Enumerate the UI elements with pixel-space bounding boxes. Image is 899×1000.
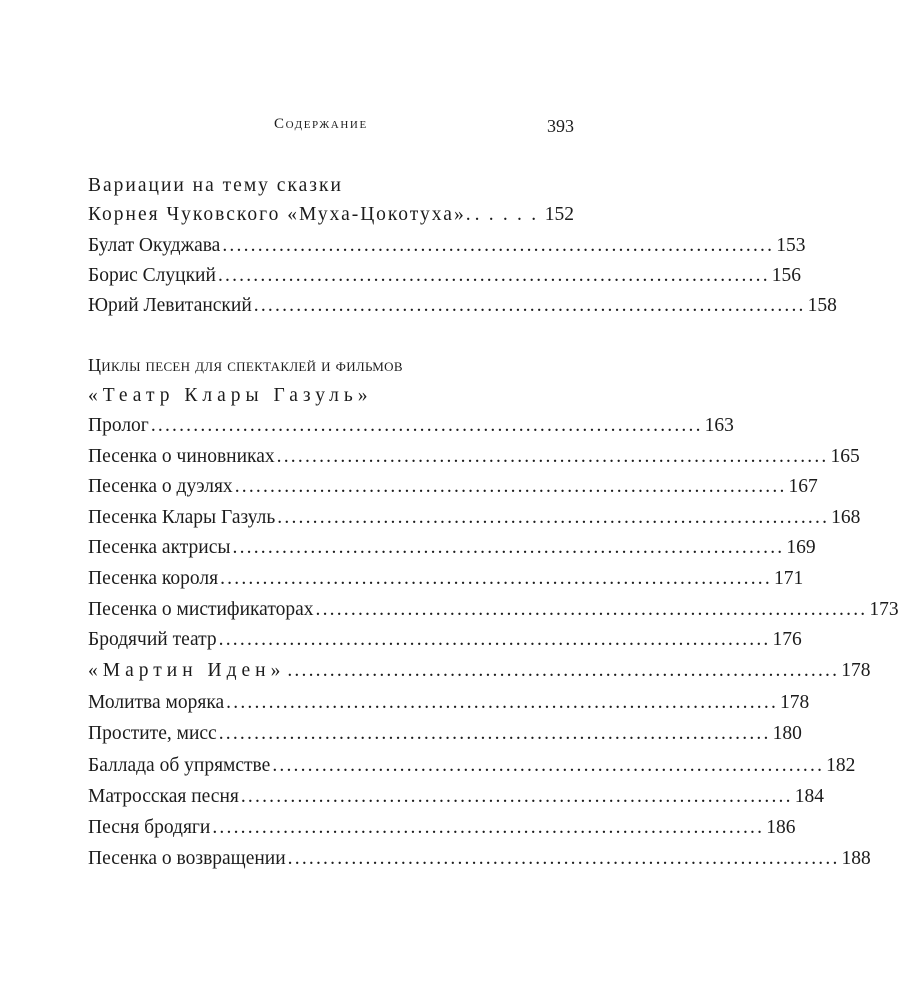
toc-entry [88, 472, 818, 502]
toc-entry-page: 156 [771, 265, 802, 286]
toc-entry-title: Молитва моряка [88, 692, 225, 713]
toc-leader-dots: .............................................................................. [212, 817, 765, 838]
toc-leader-dots: .............................................................................. [253, 295, 806, 316]
toc-entry-page: 163 [704, 415, 734, 436]
toc-entry-title: Песня бродяги [88, 817, 211, 838]
toc-entry [88, 291, 837, 321]
toc-entry [88, 782, 824, 812]
toc-entry-title: Борис Слуцкий [88, 265, 216, 286]
book-page [88, 0, 899, 1000]
toc-entry [88, 688, 810, 718]
toc-entry-title: Песенка короля [88, 568, 219, 589]
toc-entry [88, 625, 802, 655]
toc-entry-page: 168 [831, 507, 861, 528]
toc-leader-dots: .............................................................................. [287, 848, 840, 869]
toc-entry-title: Песенка Клары Газуль [88, 507, 276, 528]
toc-entry-page: 188 [841, 848, 871, 869]
toc-leader-dots: .............................................................................. [277, 507, 830, 528]
toc-entry-page: 171 [773, 568, 804, 589]
page-number: 393 [547, 116, 574, 136]
toc-entry-title: Матросская песня [88, 786, 239, 807]
toc-entry [88, 751, 856, 781]
toc-entry-title: Бродячий театр [88, 629, 217, 650]
toc-entry [88, 503, 861, 533]
toc-entry [88, 844, 871, 874]
toc-leader-dots: .............................................................................. [232, 537, 785, 558]
toc-entry-title: «Мартин Иден» [88, 660, 286, 681]
toc-entry-page: 153 [776, 235, 806, 256]
toc-leader-dots: .............................................................................. [240, 786, 793, 807]
running-head-title: Содержание [274, 116, 368, 132]
running-head [88, 116, 574, 142]
toc-entry [88, 442, 860, 472]
toc-entry-title: Песенка о мистификаторах [88, 599, 314, 620]
toc-entry [88, 656, 871, 686]
toc-leader-dots: .............................................................................. [218, 723, 771, 744]
toc-entry [88, 261, 802, 291]
toc-leader-dots: .............................................................................. [287, 660, 840, 681]
toc-entry-page: 165 [830, 446, 860, 467]
toc-entry-page: 158 [807, 295, 837, 316]
toc-entry-title: Песенка о возвращении [88, 848, 286, 869]
toc-entry-page: 167 [788, 476, 818, 497]
toc-leader-dots: .............................................................................. [272, 755, 825, 776]
toc-entry-title: Пролог [88, 415, 149, 436]
toc-section-heading: Циклы песен для спектаклей и фильмов [88, 355, 403, 375]
toc-entry-page: 169 [786, 537, 816, 558]
toc-entry [88, 719, 802, 749]
toc-leader-dots: .............................................................................. [150, 415, 703, 436]
toc-entry-title: Корнея Чуковского «Муха-Цокотуха». [88, 204, 473, 225]
toc-entry-title: Юрий Левитанский [88, 295, 252, 316]
toc-entry-title: Песенка о дуэлях [88, 476, 233, 497]
toc-entry-title: Булат Окуджава [88, 235, 221, 256]
toc-subsection-heading: «Театр Клары Газуль» [88, 385, 373, 406]
toc-entry [88, 564, 804, 594]
toc-entry-page: 186 [766, 817, 796, 838]
toc-entry [88, 200, 574, 230]
toc-leader-dots: .............................................................................. [220, 568, 772, 589]
toc-entry-page: 184 [794, 786, 824, 807]
toc-entry-title: Песенка о чиновниках [88, 446, 275, 467]
toc-leader-dots: .............................................................................. [222, 235, 775, 256]
toc-entry-title: Простите, мисс [88, 723, 217, 744]
toc-entry-page: 182 [826, 755, 856, 776]
toc-entry [88, 595, 899, 625]
toc-leader-dots: .............................................................................. [234, 476, 787, 497]
toc-entry [88, 533, 816, 563]
toc-entry [88, 231, 806, 261]
toc-entry-page: 178 [780, 692, 810, 713]
toc-leader-dots: .............................................................................. [276, 446, 829, 467]
toc-entry-page: 173 [869, 599, 899, 620]
toc-entry [88, 411, 734, 441]
toc-leader-dots: . . . . . [474, 204, 539, 225]
toc-leader-dots: .............................................................................. [226, 692, 779, 713]
toc-leader-dots: .............................................................................. [315, 599, 868, 620]
toc-section-title: Вариации на тему сказки [88, 175, 343, 196]
toc-entry-page: 180 [772, 723, 802, 744]
toc-entry-page: 176 [772, 629, 802, 650]
toc-entry-page: 152 [544, 204, 574, 225]
toc-entry-page: 178 [841, 660, 871, 681]
toc-entry-title: Песенка актрисы [88, 537, 231, 558]
toc-entry-title: Баллада об упрямстве [88, 755, 271, 776]
toc-leader-dots: .............................................................................. [217, 265, 770, 286]
toc-entry [88, 813, 796, 843]
toc-leader-dots: .............................................................................. [218, 629, 771, 650]
